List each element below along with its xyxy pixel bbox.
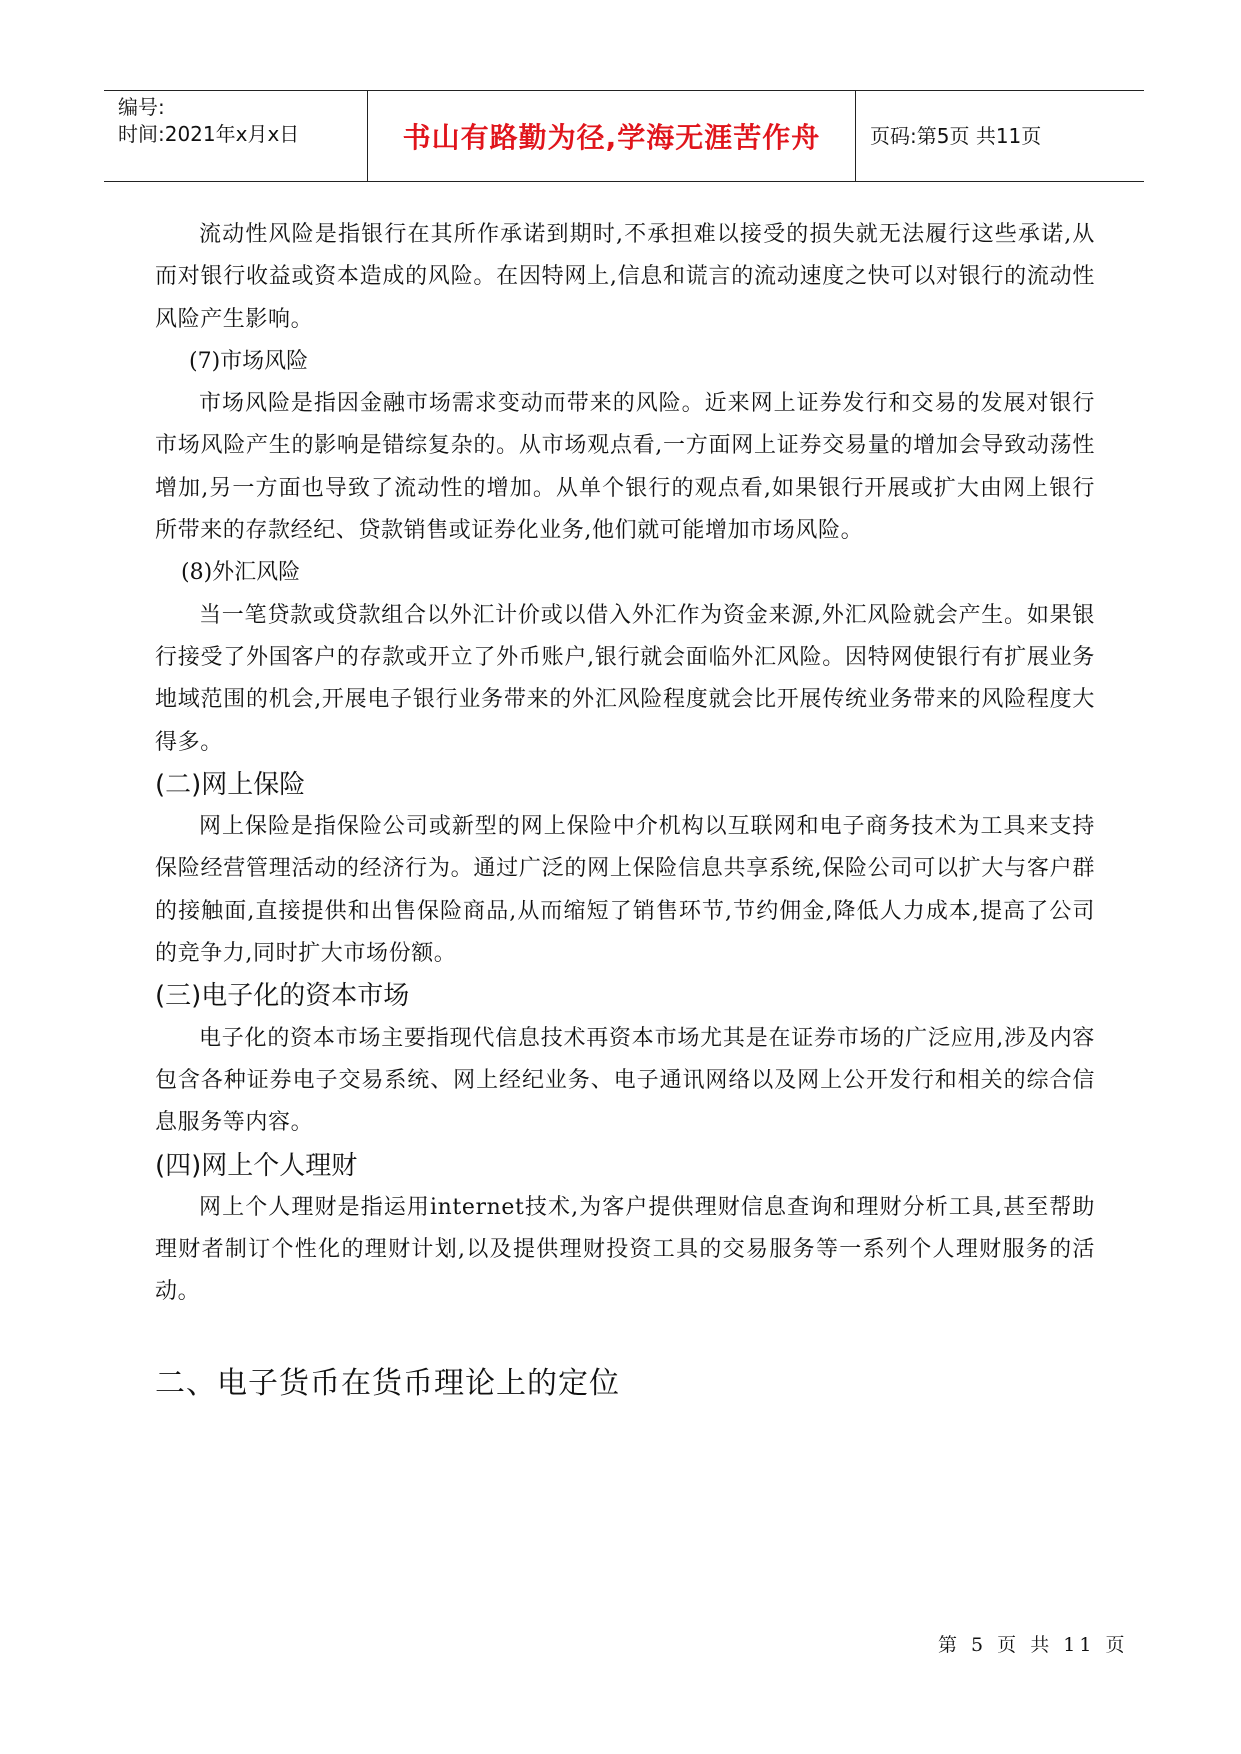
header-page-label: 页码:第5页 共11页 (870, 124, 1042, 148)
paragraph-online-personal-finance: 网上个人理财是指运用internet技术,为客户提供理财信息查询和理财分析工具,甚至帮助理财者制订个性化的理财计划,以及提供理财投资工具的交易服务等一系列个人理财服务的活动。 (155, 1194, 1095, 1305)
paragraph-market-risk: 市场风险是指因金融市场需求变动而带来的风险。近来网上证券发行和交易的发展对银行市场风险产生的影响是错综复杂的。从市场观点看,一方面网上证券交易量的增加会导致动荡性增加,另一方面也导致了流动性的增加。从单个银行的观点看,如果银行开展或扩大由网上银行所带来的存款经纪、贷款销售或证券化业务,他们就可能增加市场风险。 (155, 391, 1095, 544)
subheading-market-risk: (7)市场风险 (189, 348, 309, 374)
paragraph-fx-risk: 当一笔贷款或贷款组合以外汇计价或以借入外汇作为资金来源,外汇风险就会产生。如果银行接受了外国客户的存款或开立了外币账户,银行就会面临外汇风险。因特网使银行有扩展业务地域范围的机会,开展电子银行业务带来的外汇风险程度就会比开展传统业务带来的风险程度大得多。 (155, 602, 1095, 755)
page-footer-number: 第 5 页 共 11 页 (938, 1634, 1129, 1656)
paragraph-liquidity-risk: 流动性风险是指银行在其所作承诺到期时,不承担难以接受的损失就无法履行这些承诺,从而对银行收益或资本造成的风险。在因特网上,信息和谎言的流动速度之快可以对银行的流动性风险产生影响。 (155, 222, 1095, 332)
header-meta-cell (104, 91, 368, 181)
header-motto: 书山有路勤为径,学海无涯苦作舟 (402, 121, 821, 154)
heading-online-insurance: (二)网上保险 (155, 769, 306, 800)
subheading-fx-risk: (8)外汇风险 (181, 560, 301, 586)
header-motto-cell (368, 91, 856, 181)
paragraph-online-insurance: 网上保险是指保险公司或新型的网上保险中介机构以互联网和电子商务技术为工具来支持保险经营管理活动的经济行为。通过广泛的网上保险信息共享系统,保险公司可以扩大与客户群的接触面,直接提供和出售保险商品,从而缩短了销售环节,节约佣金,降低人力成本,提高了公司的竞争力,同时扩大市场份额。 (155, 814, 1095, 967)
page-header (104, 90, 1144, 182)
paragraph-electronic-capital-market: 电子化的资本市场主要指现代信息技术再资本市场尤其是在证券市场的广泛应用,涉及内容包含各种证券电子交易系统、网上经纪业务、电子通讯网络以及网上公开发行和相关的综合信息服务等内容。 (155, 1025, 1095, 1136)
heading-online-personal-finance: (四)网上个人理财 (155, 1150, 358, 1181)
document-time-label: 时间:2021年x月x日 (118, 122, 300, 146)
heading-electronic-capital-market: (三)电子化的资本市场 (155, 981, 410, 1012)
header-page-cell (856, 91, 1144, 181)
section-heading-electronic-money: 二、电子货币在货币理论上的定位 (155, 1365, 620, 1401)
document-body (155, 214, 1095, 1406)
document-number-label: 编号: (118, 95, 165, 119)
